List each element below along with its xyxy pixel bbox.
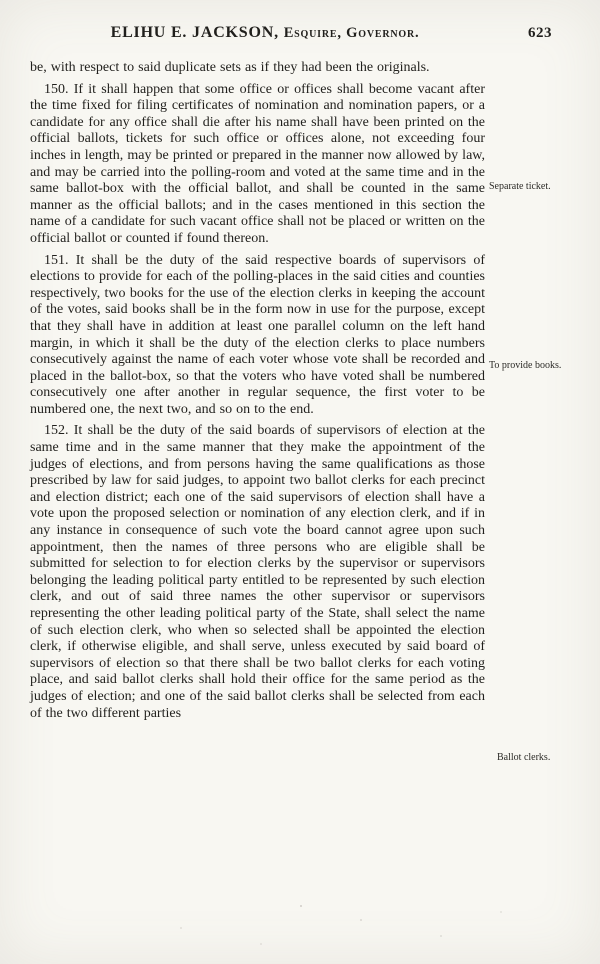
paragraph-continuation: be, with respect to said duplicate sets as if they had been the originals. xyxy=(30,60,430,75)
text-column xyxy=(30,60,485,722)
governor-title: Esquire, Governor. xyxy=(283,25,420,41)
margin-note-ballot-clerks: Ballot clerks. xyxy=(497,752,551,763)
governor-name: ELIHU E. JACKSON, xyxy=(110,24,279,41)
running-head xyxy=(30,24,500,42)
page-header xyxy=(30,24,570,46)
section-150-paragraph: 150. If it shall happen that some office or offices shall become vacant after the time fixed for filing certificates of nomination and nomination papers, or a candidate for any office shall die after his name shall have been printed on the official ballots, tickets for such office or offices alone, not exceeding four inches in length, may be printed or prepared in the manner now allowed by law, and may be carried into the polling-room and voted at the same time and in the same ballot-box with the official ballot, and shall be counted in the same manner as the official ballots; and in the cases mentioned in this section the name of a candidate for such vacant office shall not be placed or written on the official ballot or counted if found thereon. xyxy=(30,81,485,246)
margin-note-separate-ticket: Separate ticket. xyxy=(489,181,551,192)
scan-noise-speckles xyxy=(300,905,302,907)
section-152-paragraph: 152. It shall be the duty of the said boards of supervisors of election at the same time and in the same manner that they make the appointment of the judges of elections, and from persons having the same qualifications as those prescribed by law for said judges, to appoint two ballot clerks for each precinct and election district; each one of the said supervisors of election shall have a vote upon the proposed selection or nomination of any election clerk, and if in any instance in consequence of such vote the board cannot agree upon such appointment, then the names of three persons who are eligible shall be submitted for selection to for election clerks by the supervisor or supervisors belonging the leading political party entitled to be represented by such election clerk, and out of said three names the other supervisor or supervisors representing the other leading political party of the State, shall select the name of such election clerk, who when so selected shall be appointed the election clerk, if otherwise eligible, and shall serve, unless executed by said board of supervisors of election so that there shall be two ballot clerks for each voting place, and said ballot clerks shall hold their office for the same period as the judges of election; and one of the said ballot clerks shall be selected from each of the two different parties xyxy=(30,423,485,721)
section-151-paragraph: 151. It shall be the duty of the said respective boards of supervisors of elections to provide for each of the polling-places in the said cities and counties respectively, two books for the use of the election clerks in keeping the account of the votes, said books shall be in the form now in use for the purpose, except that they shall have in addition at least one parallel column on the left hand margin, in which it shall be the duty of the election clerks to place numbers consecutively against the name of each voter whose vote shall be recorded and placed in the ballot-box, so that the voters who have voted shall be numbered consecutively one after another in regular sequence, the first voter to be numbered one, the next two, and so on to the end. xyxy=(30,252,485,417)
margin-note-to-provide-books: To provide books. xyxy=(489,360,562,371)
page-number: 623 xyxy=(528,25,552,41)
